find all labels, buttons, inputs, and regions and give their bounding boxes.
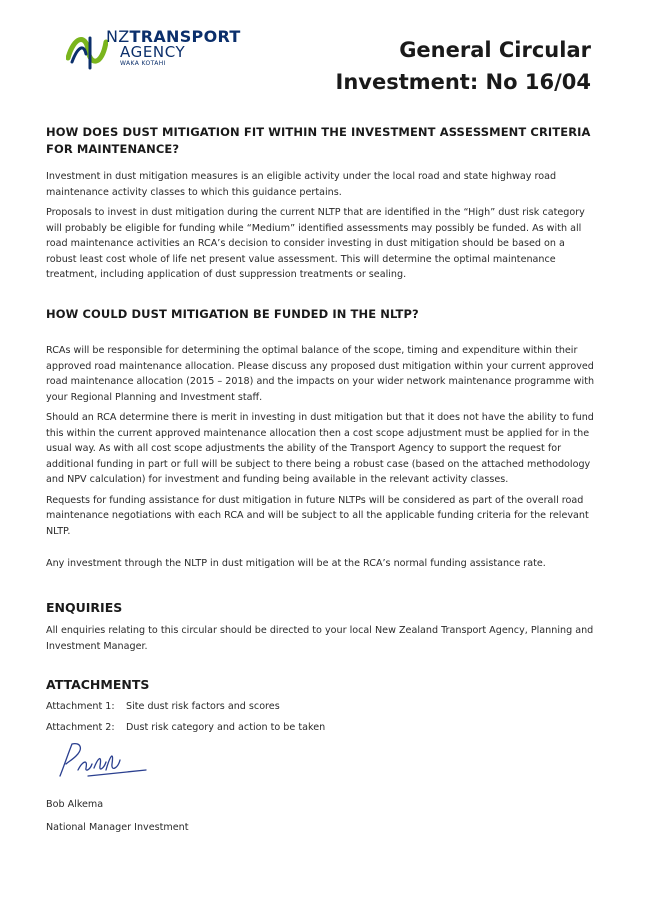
signer-title: National Manager Investment <box>46 822 189 833</box>
attachment-title: Dust risk category and action to be taken <box>126 722 326 733</box>
signer-name: Bob Alkema <box>46 799 104 810</box>
logo-transport: TRANSPORT <box>129 27 241 46</box>
paragraph: RCAs will be responsible for determining the optimal balance of the scope, timing and expenditure within their approved road maintenance allocation. Please discuss any proposed dust mitigation within your current approved road maintenance allocation (2015 – 2018) and the impacts on your wider network maintenance programme with your Regional Planning and Investment staff. <box>46 345 595 403</box>
paragraph: All enquiries relating to this circular should be directed to your local New Zealand Transport Agency, Planning and Investment Manager. <box>46 625 594 652</box>
circular-title <box>336 34 592 98</box>
handwritten-signature <box>58 740 148 786</box>
circular-title-line1: General Circular <box>399 38 591 62</box>
attachment-label: Attachment 1: <box>46 701 115 712</box>
attachment-item <box>46 699 598 714</box>
logo-wordmark-line2: AGENCY <box>120 43 186 61</box>
section-attachments <box>46 676 598 735</box>
paragraph: Should an RCA determine there is merit in investing in dust mitigation but that it does not have the ability to fund this within the current approved maintenance allocation then a cost scope adjustment must be applied for in the usual way. As with all cost scope adjustments the ability of the Transport Agency to support the request for additional funding in part or full will be subject to there being a robust case (based on the attached methodology and NPV calculation) for investment and funding being available in the relevant activity classes. <box>46 412 594 485</box>
attachment-item <box>46 720 598 735</box>
section-enquiries <box>46 599 598 654</box>
section-heading: HOW DOES DUST MITIGATION FIT WITHIN THE INVESTMENT ASSESSMENT CRITERIA FOR MAINTENANCE? <box>46 125 591 156</box>
paragraph: Requests for funding assistance for dust mitigation in future NLTPs will be considered as part of the overall road maintenance negotiations with each RCA and will be subject to all the applicable funding criteria for the relevant NLTP. <box>46 494 589 537</box>
attachment-label: Attachment 2: <box>46 722 115 733</box>
section-heading: HOW COULD DUST MITIGATION BE FUNDED IN THE NLTP? <box>46 307 419 321</box>
section-funding <box>46 306 598 572</box>
nzta-logo <box>66 28 266 78</box>
paragraph: Any investment through the NLTP in dust mitigation will be at the RCA’s normal funding assistance rate. <box>46 558 546 569</box>
paragraph: Investment in dust mitigation measures is an eligible activity under the local road and state highway road maintenance activity classes to which this guidance pertains. <box>46 171 557 198</box>
nzta-logo-mark <box>66 28 108 72</box>
section-fit-criteria <box>46 124 598 283</box>
attachment-title: Site dust risk factors and scores <box>126 701 280 712</box>
logo-wordmark-line3: WAKA KOTAHI <box>120 60 166 67</box>
section-heading: ENQUIRIES <box>46 600 123 615</box>
circular-title-line2: Investment: No 16/04 <box>335 70 591 94</box>
section-heading: ATTACHMENTS <box>46 677 150 692</box>
attachment-list <box>46 699 598 735</box>
logo-nz: NZ <box>106 27 130 46</box>
paragraph: Proposals to invest in dust mitigation during the current NLTP that are identified in the “High” dust risk category will probably be eligible for funding while “Medium” identified assessments may possibly be funded. As with all road maintenance activities an RCA’s decision to consider investing in dust mitigation should be based on a robust least cost whole of life net present value assessment. This will determine the optimal maintenance treatment, including application of dust suppression treatments or sealing. <box>46 207 585 280</box>
